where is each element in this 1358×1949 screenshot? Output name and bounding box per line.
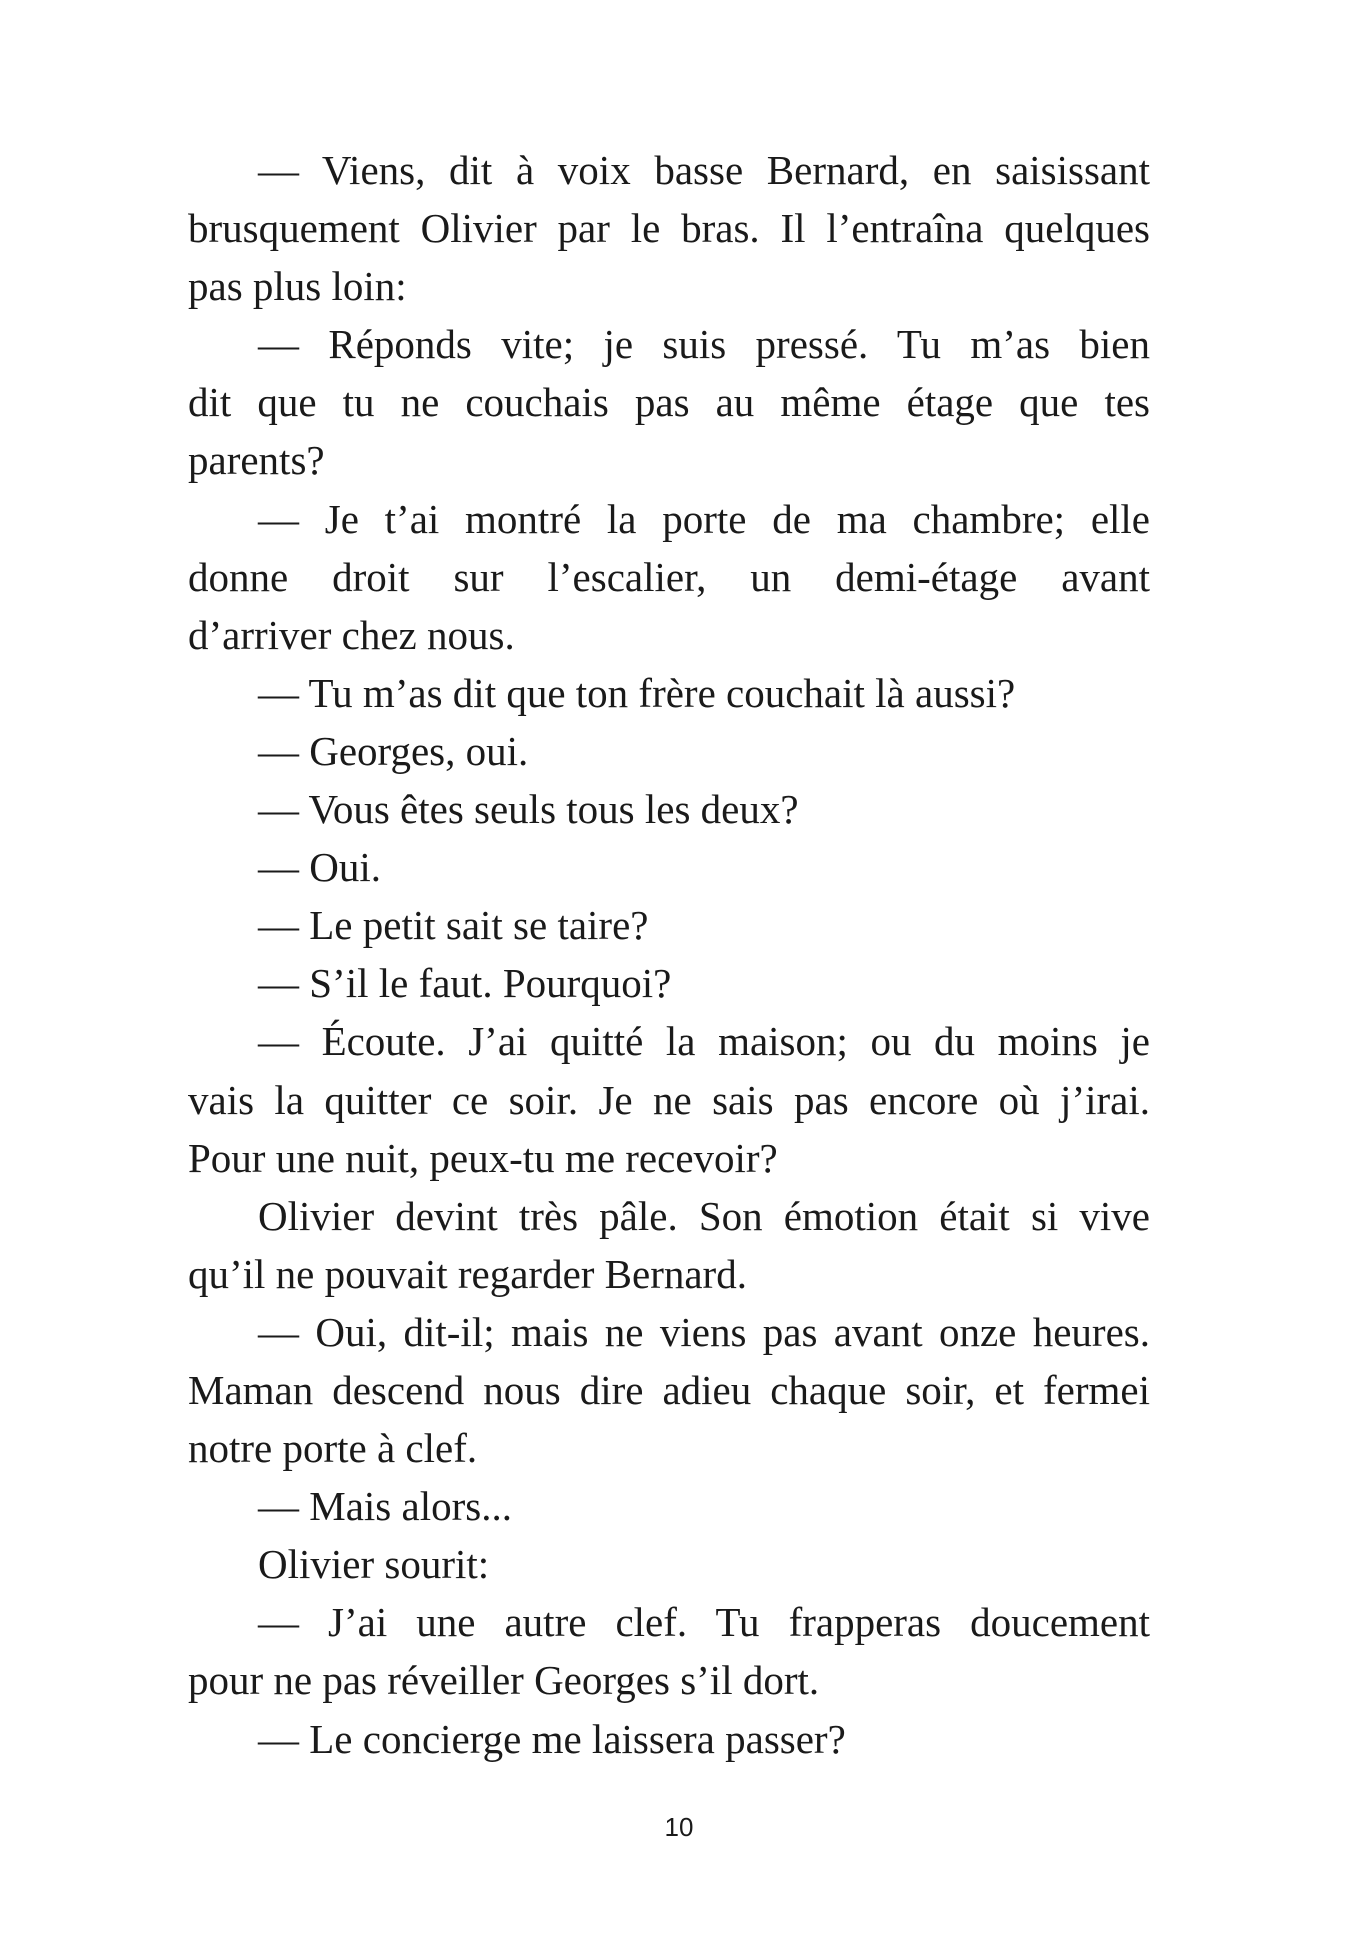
text-line: notre porte à clef.	[188, 1425, 478, 1472]
text-line: — J’ai une autre clef. Tu frapperas doucement	[258, 1599, 1150, 1646]
text-line: qu’il ne pouvait regarder Bernard.	[188, 1250, 747, 1297]
text-line: brusquement Olivier par le bras. Il l’entraîna quelques	[188, 205, 1150, 252]
text-line: pour ne pas réveiller Georges s’il dort.	[188, 1657, 820, 1704]
text-line: vais la quitter ce soir. Je ne sais pas encore où j’irai.	[188, 1076, 1150, 1123]
text-line: — Écoute. J’ai quitté la maison; ou du moins je	[258, 1018, 1150, 1065]
text-line: — Le concierge me laissera passer?	[258, 1715, 846, 1762]
page-number: 10	[664, 1812, 694, 1842]
text-line: parents?	[188, 437, 325, 484]
text-line: — S’il le faut. Pourquoi?	[258, 960, 672, 1007]
text-line: Olivier devint très pâle. Son émotion était si vive	[258, 1192, 1150, 1239]
text-line: dit que tu ne couchais pas au même étage que tes	[188, 379, 1150, 426]
text-line: — Tu m’as dit que ton frère couchait là aussi?	[258, 669, 1016, 716]
text-line: — Je t’ai montré la porte de ma chambre; elle	[258, 495, 1150, 542]
text-line: — Oui, dit-il; mais ne viens pas avant onze heures.	[258, 1308, 1150, 1355]
text-line: Olivier sourit:	[258, 1541, 490, 1588]
text-line: pas plus loin:	[188, 263, 407, 310]
text-line: d’arriver chez nous.	[188, 611, 515, 658]
text-line: — Georges, oui.	[258, 727, 529, 774]
text-line: — Oui.	[258, 844, 381, 891]
text-line: — Le petit sait se taire?	[258, 902, 649, 949]
text-line: donne droit sur l’escalier, un demi-étage avant	[188, 553, 1150, 600]
text-line: Pour une nuit, peux-tu me recevoir?	[188, 1134, 778, 1181]
text-line: — Réponds vite; je suis pressé. Tu m’as bien	[258, 321, 1150, 368]
text-line: — Vous êtes seuls tous les deux?	[258, 786, 799, 833]
text-line: — Mais alors...	[258, 1483, 512, 1530]
text-line: — Viens, dit à voix basse Bernard, en saisissant	[258, 147, 1150, 193]
text-line: Maman descend nous dire adieu chaque soir, et fermei	[188, 1366, 1150, 1413]
body-text	[188, 141, 1150, 1768]
